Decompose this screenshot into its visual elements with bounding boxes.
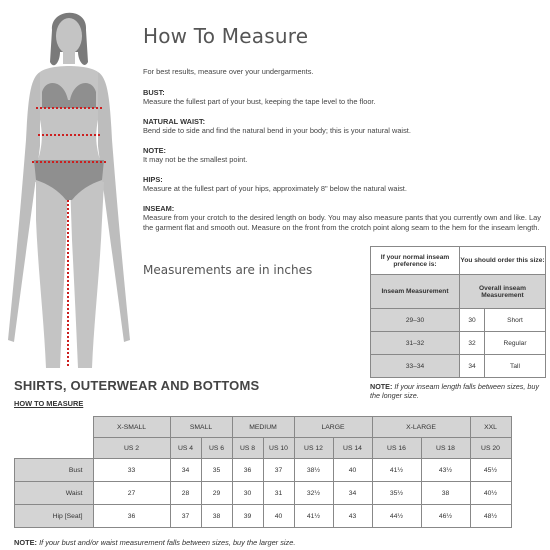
size-value-cell: 48½ bbox=[470, 505, 511, 528]
us-size-cell: US 14 bbox=[333, 438, 372, 459]
measurements-unit-label: Measurements are in inches bbox=[143, 263, 313, 277]
how-to-measure-link[interactable]: HOW TO MEASURE bbox=[14, 399, 84, 408]
section-text: Measure the fullest part of your bust, keeping the tape level to the floor. bbox=[143, 97, 376, 107]
size-value-cell: 34 bbox=[170, 459, 201, 482]
inseam-header-right: You should order this size: bbox=[460, 247, 546, 275]
size-group-header: SMALL bbox=[170, 417, 232, 438]
note-label: NOTE: bbox=[14, 538, 37, 547]
size-value-cell: 27 bbox=[93, 482, 170, 505]
section-note bbox=[143, 146, 543, 165]
size-value-cell: 31 bbox=[263, 482, 294, 505]
size-value-cell: 40 bbox=[263, 505, 294, 528]
inseam-size-cell: Tall bbox=[485, 355, 546, 378]
size-value-cell: 35 bbox=[201, 459, 232, 482]
size-value-cell: 41½ bbox=[294, 505, 333, 528]
table-row bbox=[371, 309, 546, 332]
us-size-cell: US 8 bbox=[232, 438, 263, 459]
section-text: Measure from your crotch to the desired length on body. You may also measure pants that you currently own and like. Lay the garment flat and smooth out. Measure on the front from the crotch point along seam to the hem for the inseam length. bbox=[143, 213, 541, 232]
us-size-cell: US 20 bbox=[470, 438, 511, 459]
section-hips bbox=[143, 175, 543, 194]
bottom-note bbox=[14, 538, 295, 547]
note-text: If your inseam length falls between sizes, buy the longer size. bbox=[370, 382, 539, 400]
inseam-subheader-right: Overall inseam Measurement bbox=[460, 275, 546, 309]
note-label: NOTE: bbox=[370, 382, 393, 391]
table-row bbox=[371, 332, 546, 355]
size-group-header: X-LARGE bbox=[372, 417, 470, 438]
size-value-cell: 36 bbox=[232, 459, 263, 482]
row-label: Bust bbox=[15, 459, 94, 482]
size-value-cell: 41½ bbox=[372, 459, 421, 482]
table-row bbox=[15, 505, 512, 528]
section-heading: INSEAM: bbox=[143, 204, 175, 213]
size-value-cell: 40 bbox=[333, 459, 372, 482]
size-group-header: XXL bbox=[470, 417, 511, 438]
section-heading: HIPS: bbox=[143, 175, 163, 184]
size-value-cell: 36 bbox=[93, 505, 170, 528]
size-value-cell: 30 bbox=[232, 482, 263, 505]
note-text: If your bust and/or waist measurement falls between sizes, buy the larger size. bbox=[39, 538, 296, 547]
size-group-header: LARGE bbox=[294, 417, 372, 438]
corner-cell bbox=[15, 438, 94, 459]
size-value-cell: 40½ bbox=[470, 482, 511, 505]
inseam-note bbox=[370, 382, 548, 400]
size-value-cell: 37 bbox=[263, 459, 294, 482]
size-value-cell: 46½ bbox=[421, 505, 470, 528]
table-row bbox=[371, 355, 546, 378]
size-value-cell: 43½ bbox=[421, 459, 470, 482]
size-group-header: MEDIUM bbox=[232, 417, 294, 438]
inseam-number-cell: 34 bbox=[460, 355, 485, 378]
size-value-cell: 39 bbox=[232, 505, 263, 528]
size-value-cell: 28 bbox=[170, 482, 201, 505]
section-natural-waist bbox=[143, 117, 543, 136]
section-bust bbox=[143, 88, 543, 107]
table-row bbox=[15, 482, 512, 505]
inseam-number-cell: 32 bbox=[460, 332, 485, 355]
size-value-cell: 37 bbox=[170, 505, 201, 528]
inseam-range-cell: 31–32 bbox=[371, 332, 460, 355]
size-value-cell: 35½ bbox=[372, 482, 421, 505]
table-row bbox=[15, 459, 512, 482]
inseam-header-left: If your normal inseam preference is: bbox=[371, 247, 460, 275]
row-label: Hip [Seat] bbox=[15, 505, 94, 528]
inseam-number-cell: 30 bbox=[460, 309, 485, 332]
size-value-cell: 29 bbox=[201, 482, 232, 505]
us-size-cell: US 10 bbox=[263, 438, 294, 459]
size-value-cell: 33 bbox=[93, 459, 170, 482]
us-size-cell: US 2 bbox=[93, 438, 170, 459]
us-size-cell: US 16 bbox=[372, 438, 421, 459]
section-text: Bend side to side and find the natural bend in your body; this is your natural waist. bbox=[143, 126, 411, 136]
section-text: It may not be the smallest point. bbox=[143, 155, 248, 165]
size-group-header: X-SMALL bbox=[93, 417, 170, 438]
size-value-cell: 32½ bbox=[294, 482, 333, 505]
us-size-cell: US 4 bbox=[170, 438, 201, 459]
section-heading: NATURAL WAIST: bbox=[143, 117, 206, 126]
size-value-cell: 38½ bbox=[294, 459, 333, 482]
section-heading: BUST: bbox=[143, 88, 165, 97]
body-figure-illustration bbox=[0, 0, 135, 375]
size-value-cell: 38 bbox=[201, 505, 232, 528]
inseam-range-cell: 33–34 bbox=[371, 355, 460, 378]
inseam-size-cell: Regular bbox=[485, 332, 546, 355]
corner-cell bbox=[15, 417, 94, 438]
section-heading: NOTE: bbox=[143, 146, 166, 155]
us-size-cell: US 18 bbox=[421, 438, 470, 459]
category-title: SHIRTS, OUTERWEAR AND BOTTOMS bbox=[14, 378, 260, 393]
size-value-cell: 44½ bbox=[372, 505, 421, 528]
row-label: Waist bbox=[15, 482, 94, 505]
us-size-cell: US 6 bbox=[201, 438, 232, 459]
inseam-subheader-left: Inseam Measurement bbox=[371, 275, 460, 309]
size-value-cell: 45½ bbox=[470, 459, 511, 482]
size-value-cell: 34 bbox=[333, 482, 372, 505]
inseam-range-cell: 29–30 bbox=[371, 309, 460, 332]
intro-text: For best results, measure over your undergarments. bbox=[143, 67, 314, 76]
inseam-table bbox=[370, 246, 546, 378]
size-chart-table bbox=[14, 416, 512, 528]
size-value-cell: 38 bbox=[421, 482, 470, 505]
size-value-cell: 43 bbox=[333, 505, 372, 528]
us-size-cell: US 12 bbox=[294, 438, 333, 459]
section-text: Measure at the fullest part of your hips, approximately 8" below the natural waist. bbox=[143, 184, 407, 194]
section-inseam bbox=[143, 204, 543, 232]
page-title: How To Measure bbox=[143, 24, 309, 48]
inseam-size-cell: Short bbox=[485, 309, 546, 332]
